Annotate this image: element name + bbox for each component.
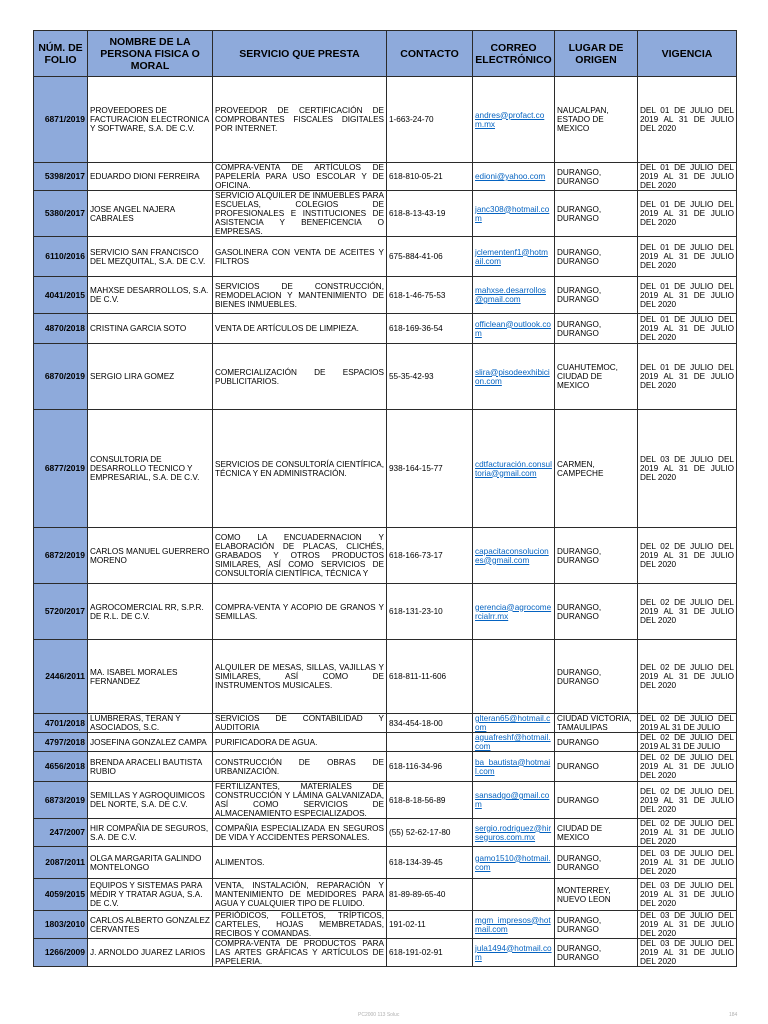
cell-service: COMERCIALIZACIÓN DE ESPACIOS PUBLICITARIOS.: [213, 344, 387, 410]
cell-service: COMPRA-VENTA Y ACOPIO DE GRANOS Y SEMILLAS.: [213, 584, 387, 640]
cell-service: PROVEEDOR DE CERTIFICACIÓN DE COMPROBANTES FISCALES DIGITALES POR INTERNET.: [213, 77, 387, 163]
cell-email: [473, 237, 555, 277]
footer-left-text: PC2000 113 Soluc: [358, 1012, 400, 1018]
cell-origin: MONTERREY, NUEVO LEON: [555, 879, 638, 911]
email-link[interactable]: gerencia@agrocomercialrr.mx: [475, 602, 552, 621]
cell-email: [473, 344, 555, 410]
cell-name: EQUIPOS Y SISTEMAS PARA MEDIR Y TRATAR AGUA, S.A. DE C.V.: [88, 879, 213, 911]
cell-email: [473, 879, 555, 911]
cell-origin: DURANGO, DURANGO: [555, 528, 638, 584]
cell-contact: 618-810-05-21: [387, 163, 473, 191]
cell-name: OLGA MARGARITA GALINDO MONTELONGO: [88, 847, 213, 879]
cell-validity: DEL 03 DE JULIO DEL 2019 AL 31 DE JULIO DEL 2020: [638, 847, 737, 879]
cell-origin: DURANGO, DURANGO: [555, 191, 638, 237]
cell-contact: 618-8-13-43-19: [387, 191, 473, 237]
providers-table: [33, 30, 737, 967]
cell-folio: 4059/2015: [34, 879, 88, 911]
table-row: [34, 163, 737, 191]
cell-name: SERGIO LIRA GOMEZ: [88, 344, 213, 410]
table-row: [34, 752, 737, 782]
cell-validity: DEL 02 DE JULIO DEL 2019 AL 31 DE JULIO: [638, 714, 737, 733]
cell-service: SERVICIOS DE CONTABILIDAD Y AUDITORIA: [213, 714, 387, 733]
cell-contact: 1-663-24-70: [387, 77, 473, 163]
cell-contact: 618-8-18-56-89: [387, 782, 473, 819]
cell-folio: 6870/2019: [34, 344, 88, 410]
email-link[interactable]: ba_bautista@hotmail.com: [475, 757, 551, 776]
cell-contact: 675-884-41-06: [387, 237, 473, 277]
cell-validity: DEL 01 DE JULIO DEL 2019 AL 31 DE JULIO DEL 2020: [638, 191, 737, 237]
cell-name: J. ARNOLDO JUAREZ LARIOS: [88, 939, 213, 967]
cell-name: SEMILLAS Y AGROQUIMICOS DEL NORTE, S.A. DE C.V.: [88, 782, 213, 819]
cell-service: FERTILIZANTES, MATERIALES DE CONSTRUCCIÓN Y LÁMINA GALVANIZADA, ASÍ COMO SERVICIOS DE ALMACENAMIENTO ESPECIALIZADOS.: [213, 782, 387, 819]
cell-origin: CUAHUTEMOC, CIUDAD DE MEXICO: [555, 344, 638, 410]
email-link[interactable]: mgm_impresos@hotmail.com: [475, 915, 551, 934]
cell-folio: 2087/2011: [34, 847, 88, 879]
header-email: CORREO ELECTRÓNICO: [473, 31, 555, 77]
cell-origin: DURANGO, DURANGO: [555, 640, 638, 714]
page-number: 184: [729, 1012, 738, 1018]
cell-validity: DEL 02 DE JULIO DEL 2019 AL 31 DE JULIO DEL 2020: [638, 640, 737, 714]
cell-origin: CIUDAD VICTORIA, TAMAULIPAS: [555, 714, 638, 733]
cell-service: SERVICIO ALQUILER DE INMUEBLES PARA ESCUELAS, COLEGIOS DE PROFESIONALES E INSTITUCIONES DE ASISTENCIA Y BENEFICENCIA O EMPRESAS.: [213, 191, 387, 237]
email-link[interactable]: capacitaconsoluciones@gmail.com: [475, 546, 549, 565]
cell-email: [473, 584, 555, 640]
cell-validity: DEL 01 DE JULIO DEL 2019 AL 31 DE JULIO DEL 2020: [638, 237, 737, 277]
table-row: [34, 314, 737, 344]
cell-email: [473, 782, 555, 819]
cell-email: [473, 847, 555, 879]
cell-validity: DEL 02 DE JULIO DEL 2019 AL 31 DE JULIO DEL 2020: [638, 752, 737, 782]
cell-name: SERVICIO SAN FRANCISCO DEL MEZQUITAL, S.A. DE C.V.: [88, 237, 213, 277]
cell-origin: DURANGO: [555, 782, 638, 819]
cell-service: PURIFICADORA DE AGUA.: [213, 733, 387, 752]
cell-email: [473, 640, 555, 714]
cell-email: [473, 191, 555, 237]
cell-service: COMPAÑIA ESPECIALIZADA EN SEGUROS DE VIDA Y ACCIDENTES PERSONALES.: [213, 819, 387, 847]
cell-name: HIR COMPAÑIA DE SEGUROS, S.A. DE C.V.: [88, 819, 213, 847]
cell-service: ALQUILER DE MESAS, SILLAS, VAJILLAS Y SIMILARES, ASÍ COMO DE INSTRUMENTOS MUSICALES.: [213, 640, 387, 714]
email-link[interactable]: cdtfacturación.consultoria@gmail.com: [475, 459, 552, 478]
cell-name: JOSE ANGEL NAJERA CABRALES: [88, 191, 213, 237]
cell-name: CARLOS MANUEL GUERRERO MORENO: [88, 528, 213, 584]
cell-folio: 4041/2015: [34, 277, 88, 314]
table-row: [34, 344, 737, 410]
cell-service: GASOLINERA CON VENTA DE ACEITES Y FILTROS: [213, 237, 387, 277]
cell-folio: 5398/2017: [34, 163, 88, 191]
cell-service: COMO LA ENCUADERNACION Y ELABORACIÓN DE PLACAS, CLICHÉS, GRABADOS Y OTROS PRODUCTOS SIMILARES, ASÍ COMO SERVICIOS DE CONSULTORÍA CIENTÍFICA, TÉCNICA Y: [213, 528, 387, 584]
cell-folio: 6871/2019: [34, 77, 88, 163]
cell-service: VENTA, INSTALACIÓN, REPARACIÓN Y MANTENIMIENTO DE MEDIDORES PARA AGUA Y CUALQUIER TIPO DE FLUIDO.: [213, 879, 387, 911]
cell-origin: DURANGO, DURANGO: [555, 277, 638, 314]
cell-email: [473, 911, 555, 939]
table-row: [34, 733, 737, 752]
cell-service: COMPRA-VENTA DE PRODUCTOS PARA LAS ARTES GRÁFICAS Y ARTÍCULOS DE PAPELERIA.: [213, 939, 387, 967]
cell-folio: 6877/2019: [34, 410, 88, 528]
table-row: [34, 237, 737, 277]
header-row: [34, 31, 737, 77]
cell-name: LUMBRERAS, TERAN Y ASOCIADOS, S.C.: [88, 714, 213, 733]
header-origin: LUGAR DE ORIGEN: [555, 31, 638, 77]
cell-name: MA. ISABEL MORALES FERNANDEZ: [88, 640, 213, 714]
cell-folio: 1803/2010: [34, 911, 88, 939]
cell-validity: DEL 02 DE JULIO DEL 2019 AL 31 DE JULIO DEL 2020: [638, 782, 737, 819]
cell-folio: 6873/2019: [34, 782, 88, 819]
cell-email: [473, 277, 555, 314]
cell-contact: [387, 733, 473, 752]
cell-email: [473, 314, 555, 344]
cell-origin: CARMEN, CAMPECHE: [555, 410, 638, 528]
cell-origin: NAUCALPAN, ESTADO DE MEXICO: [555, 77, 638, 163]
cell-validity: DEL 01 DE JULIO DEL 2019 AL 31 DE JULIO DEL 2020: [638, 344, 737, 410]
email-link[interactable]: aguafreshf@hotmail.com: [475, 733, 551, 751]
cell-validity: DEL 02 DE JULIO DEL 2019 AL 31 DE JULIO DEL 2020: [638, 584, 737, 640]
cell-validity: DEL 02 DE JULIO DEL 2019 AL 31 DE JULIO DEL 2020: [638, 528, 737, 584]
header-folio: NÚM. DE FOLIO: [34, 31, 88, 77]
cell-name: MAHXSE DESARROLLOS, S.A. DE C.V.: [88, 277, 213, 314]
table-row: [34, 528, 737, 584]
cell-folio: 4701/2018: [34, 714, 88, 733]
header-name: NOMBRE DE LA PERSONA FISICA O MORAL: [88, 31, 213, 77]
table-row: [34, 911, 737, 939]
table-row: [34, 819, 737, 847]
cell-validity: DEL 02 DE JULIO DEL 2019 AL 31 DE JULIO: [638, 733, 737, 752]
cell-contact: 618-191-02-91: [387, 939, 473, 967]
cell-validity: DEL 01 DE JULIO DEL 2019 AL 31 DE JULIO DEL 2020: [638, 314, 737, 344]
cell-contact: 618-811-11-606: [387, 640, 473, 714]
cell-email: [473, 714, 555, 733]
table-row: [34, 714, 737, 733]
cell-origin: DURANGO, DURANGO: [555, 584, 638, 640]
email-link[interactable]: sansadgo@gmail.com: [475, 791, 550, 809]
cell-folio: 6872/2019: [34, 528, 88, 584]
cell-contact: 618-134-39-45: [387, 847, 473, 879]
table-row: [34, 277, 737, 314]
cell-email: [473, 410, 555, 528]
cell-origin: DURANGO, DURANGO: [555, 163, 638, 191]
cell-name: JOSEFINA GONZALEZ CAMPA: [88, 733, 213, 752]
table-row: [34, 584, 737, 640]
email-link[interactable]: edioni@yahoo.com: [475, 172, 546, 181]
cell-service: SERVICIOS DE CONSULTORÍA CIENTÍFICA, TÉCNICA Y EN ADMINISTRACIÓN.: [213, 410, 387, 528]
cell-email: [473, 939, 555, 967]
table-body: [34, 77, 737, 967]
cell-validity: DEL 03 DE JULIO DEL 2019 AL 31 DE JULIO DEL 2020: [638, 410, 737, 528]
cell-origin: DURANGO, DURANGO: [555, 847, 638, 879]
cell-contact: 618-1-46-75-53: [387, 277, 473, 314]
table-row: [34, 191, 737, 237]
table-row: [34, 847, 737, 879]
table-row: [34, 782, 737, 819]
email-link[interactable]: andres@profact.com.mx: [475, 110, 545, 129]
cell-validity: DEL 02 DE JULIO DEL 2019 AL 31 DE JULIO DEL 2020: [638, 819, 737, 847]
table-row: [34, 879, 737, 911]
cell-email: [473, 77, 555, 163]
cell-service: SERVICIOS DE CONSTRUCCIÓN, REMODELACION Y MANTENIMIENTO DE BIENES INMUEBLES.: [213, 277, 387, 314]
cell-folio: 4797/2018: [34, 733, 88, 752]
cell-name: CARLOS ALBERTO GONZALEZ CERVANTES: [88, 911, 213, 939]
cell-folio: 5720/2017: [34, 584, 88, 640]
table-row: [34, 410, 737, 528]
email-link[interactable]: jclementenf1@hotmail.com: [475, 247, 548, 266]
cell-contact: (55) 52-62-17-80: [387, 819, 473, 847]
cell-service: VENTA DE ARTÍCULOS DE LIMPIEZA.: [213, 314, 387, 344]
cell-email: [473, 528, 555, 584]
cell-service: COMPRA-VENTA DE ARTÍCULOS DE PAPELERÍA PARA USO ESCOLAR Y DE OFICINA.: [213, 163, 387, 191]
cell-name: EDUARDO DIONI FERREIRA: [88, 163, 213, 191]
cell-folio: 4656/2018: [34, 752, 88, 782]
cell-origin: DURANGO, DURANGO: [555, 237, 638, 277]
cell-contact: 618-166-73-17: [387, 528, 473, 584]
email-link[interactable]: gamo1510@hotmail.com: [475, 853, 551, 872]
cell-validity: DEL 01 DE JULIO DEL 2019 AL 31 DE JULIO DEL 2020: [638, 77, 737, 163]
cell-email: [473, 733, 555, 752]
header-contact: CONTACTO: [387, 31, 473, 77]
email-link[interactable]: slira@pisodeexhibicion.com: [475, 367, 550, 386]
cell-contact: 618-131-23-10: [387, 584, 473, 640]
table-row: [34, 939, 737, 967]
cell-folio: 6110/2016: [34, 237, 88, 277]
cell-name: PROVEEDORES DE FACTURACION ELECTRONICA Y SOFTWARE, S.A. DE C.V.: [88, 77, 213, 163]
cell-validity: DEL 03 DE JULIO DEL 2019 AL 31 DE JULIO DEL 2020: [638, 939, 737, 967]
cell-contact: 81-89-89-65-40: [387, 879, 473, 911]
header-service: SERVICIO QUE PRESTA: [213, 31, 387, 77]
cell-email: [473, 819, 555, 847]
email-link[interactable]: sergio.rodriguez@hirseguros.com.mx: [475, 823, 552, 842]
email-link[interactable]: jula1494@hotmail.com: [475, 943, 552, 962]
cell-validity: DEL 03 DE JULIO DEL 2019 AL 31 DE JULIO DEL 2020: [638, 911, 737, 939]
cell-contact: 191-02-11: [387, 911, 473, 939]
cell-origin: DURANGO, DURANGO: [555, 911, 638, 939]
cell-origin: CIUDAD DE MEXICO: [555, 819, 638, 847]
cell-name: AGROCOMERCIAL RR, S.P.R. DE R.L. DE C.V.: [88, 584, 213, 640]
cell-contact: 618-116-34-96: [387, 752, 473, 782]
cell-email: [473, 163, 555, 191]
cell-name: BRENDA ARACELI BAUTISTA RUBIO: [88, 752, 213, 782]
cell-origin: DURANGO: [555, 733, 638, 752]
cell-service: ALIMENTOS.: [213, 847, 387, 879]
cell-folio: 2446/2011: [34, 640, 88, 714]
table-row: [34, 640, 737, 714]
cell-name: CRISTINA GARCIA SOTO: [88, 314, 213, 344]
email-link[interactable]: janc308@hotmail.com: [475, 204, 550, 223]
cell-folio: 247/2007: [34, 819, 88, 847]
cell-validity: DEL 01 DE JULIO DEL 2019 AL 31 DE JULIO DEL 2020: [638, 163, 737, 191]
cell-folio: 1266/2009: [34, 939, 88, 967]
cell-folio: 4870/2018: [34, 314, 88, 344]
cell-contact: 55-35-42-93: [387, 344, 473, 410]
email-link[interactable]: officlean@outlook.com: [475, 319, 551, 338]
cell-validity: DEL 03 DE JULIO DEL 2019 AL 31 DE JULIO DEL 2020: [638, 879, 737, 911]
cell-validity: DEL 01 DE JULIO DEL 2019 AL 31 DE JULIO DEL 2020: [638, 277, 737, 314]
header-validity: VIGENCIA: [638, 31, 737, 77]
email-link[interactable]: glteran65@hotmail.com: [475, 714, 551, 732]
cell-service: CONSTRUCCIÓN DE OBRAS DE URBANIZACIÓN.: [213, 752, 387, 782]
cell-email: [473, 752, 555, 782]
cell-contact: 834-454-18-00: [387, 714, 473, 733]
table-row: [34, 77, 737, 163]
cell-origin: DURANGO, DURANGO: [555, 314, 638, 344]
cell-contact: 938-164-15-77: [387, 410, 473, 528]
cell-origin: DURANGO, DURANGO: [555, 939, 638, 967]
cell-service: PERIÓDICOS, FOLLETOS, TRÍPTICOS, CARTELES, HOJAS MEMBRETADAS, RECIBOS Y COMANDAS.: [213, 911, 387, 939]
cell-origin: DURANGO: [555, 752, 638, 782]
cell-contact: 618-169-36-54: [387, 314, 473, 344]
cell-name: CONSULTORIA DE DESARROLLO TECNICO Y EMPRESARIAL, S.A. DE C.V.: [88, 410, 213, 528]
cell-folio: 5380/2017: [34, 191, 88, 237]
email-link[interactable]: mahxse.desarrollos@gmail.com: [475, 286, 546, 304]
